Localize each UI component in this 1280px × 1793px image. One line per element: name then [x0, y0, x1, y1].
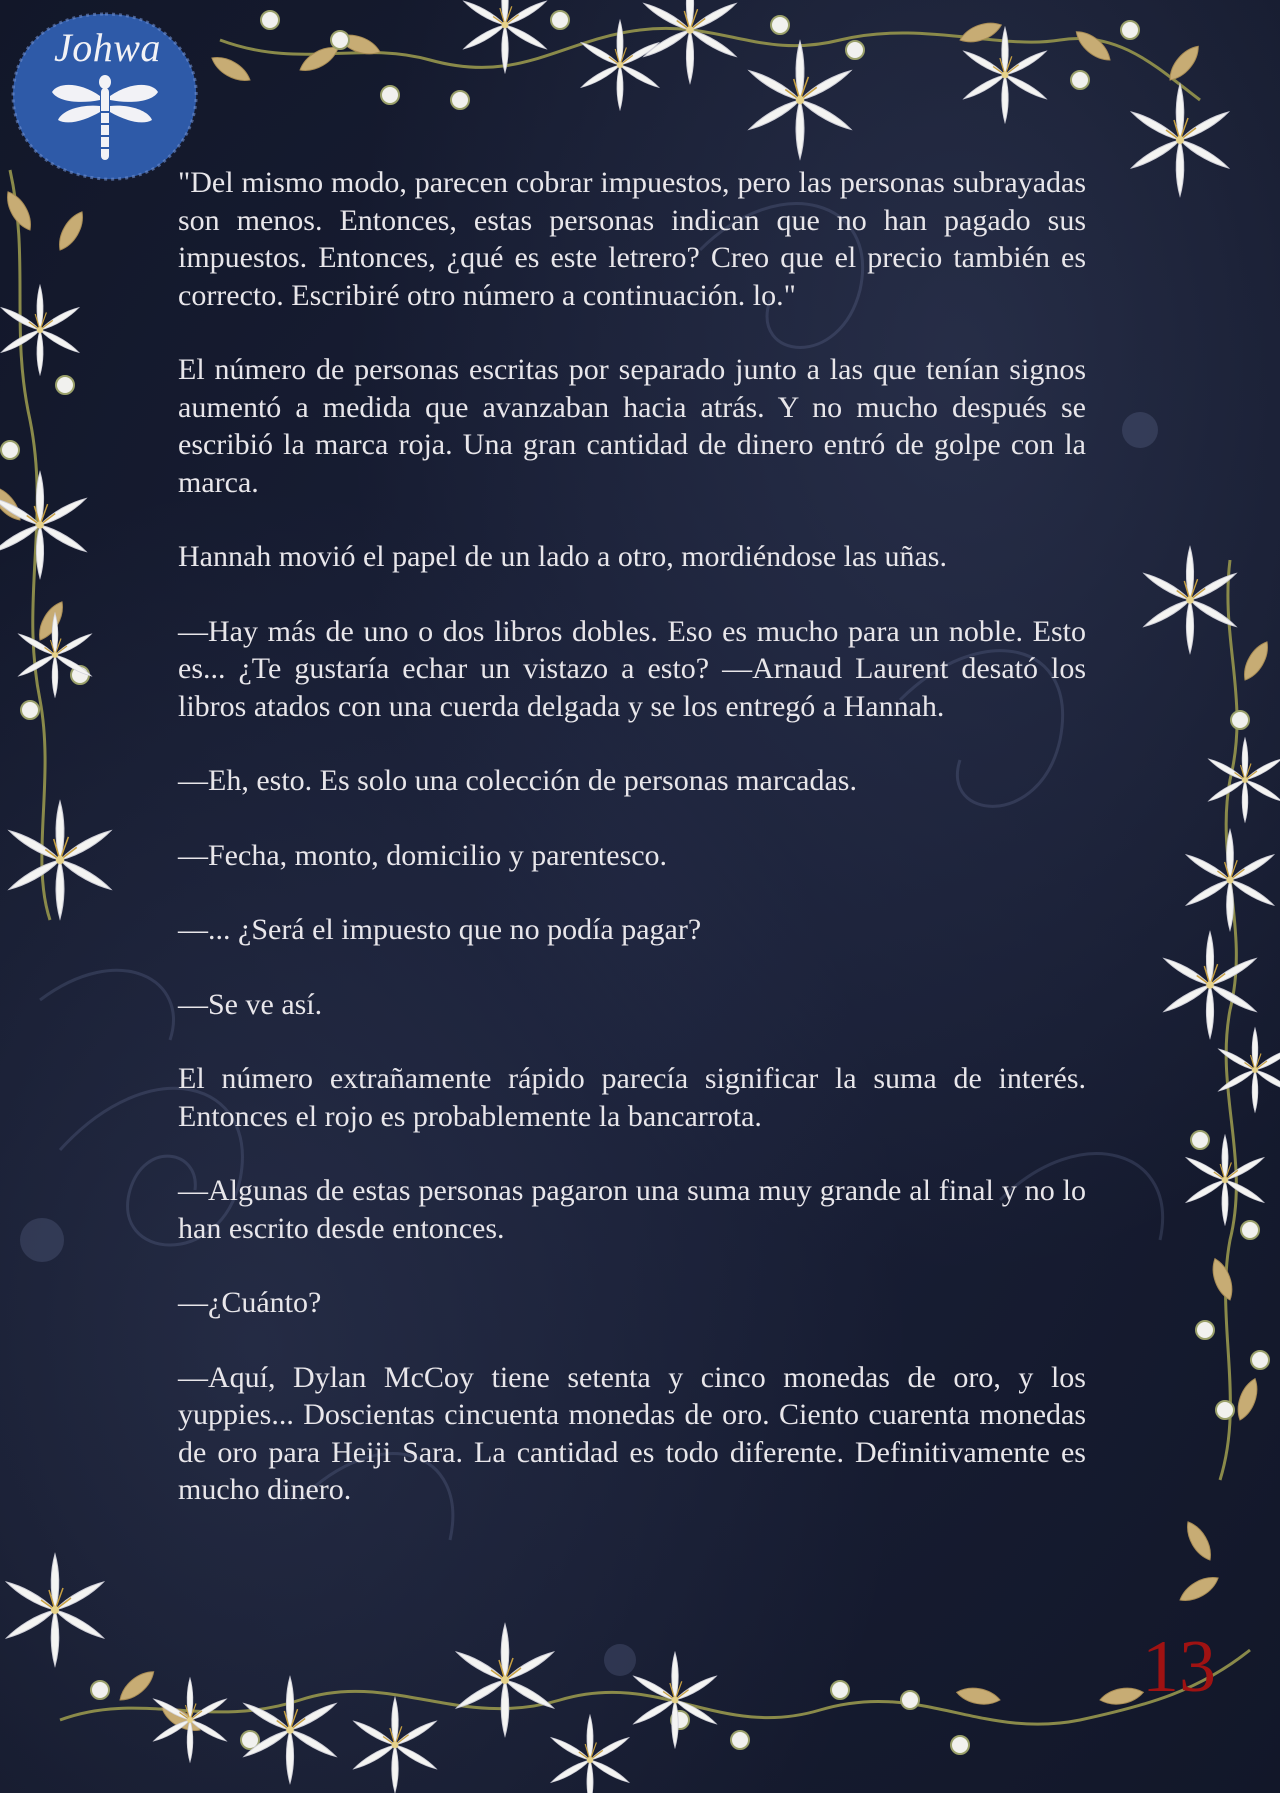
- paragraph: —Se ve así.: [178, 987, 323, 1021]
- page-body-text: [178, 164, 1086, 1546]
- paragraph: Hannah movió el papel de un lado a otro, mordiéndose las uñas.: [178, 540, 947, 573]
- johwa-logo: [10, 10, 200, 182]
- paragraph: —Algunas de estas personas pagaron una suma muy grande al final y no lo han escrito desde entonces.: [178, 1174, 1086, 1245]
- page-number: 13: [1142, 1626, 1216, 1708]
- dragonfly-icon: [50, 72, 160, 168]
- paragraph: —Aquí, Dylan McCoy tiene setenta y cinco monedas de oro, y los yuppies... Doscientas cincuenta monedas de oro. Ciento cuarenta monedas de oro para Heiji Sara. La cantidad es todo diferente. Definitivamente es mucho dinero.: [178, 1360, 1086, 1506]
- logo-text: Johwa: [54, 25, 161, 70]
- paragraph: El número extrañamente rápido parecía significar la suma de interés. Entonces el rojo es probablemente la bancarrota.: [178, 1062, 1086, 1133]
- paragraph: —Eh, esto. Es solo una colección de personas marcadas.: [178, 764, 857, 797]
- paragraph: —Fecha, monto, domicilio y parentesco.: [178, 838, 668, 872]
- paragraph: "Del mismo modo, parecen cobrar impuestos, pero las personas subrayadas son menos. Entonces, estas personas indican que no han pagado sus impuestos. Entonces, ¿qué es este letrero? Creo que el precio también es correcto. Escribiré otro número a continuación. lo.": [178, 166, 1086, 312]
- paragraph: —... ¿Será el impuesto que no podía pagar?: [178, 913, 702, 946]
- paragraph: —Hay más de uno o dos libros dobles. Eso es mucho para un noble. Esto es... ¿Te gustaría echar un vistazo a esto? —Arnaud Laurent desató los libros atados con una cuerda delgada y se los entregó a Hannah.: [178, 614, 1086, 723]
- paragraph: —¿Cuánto?: [178, 1286, 322, 1319]
- paragraph: El número de personas escritas por separado junto a las que tenían signos aumentó a medida que avanzaban hacia atrás. Y no mucho después se escribió la marca roja. Una gran cantidad de dinero entró de golpe con la marca.: [178, 353, 1086, 499]
